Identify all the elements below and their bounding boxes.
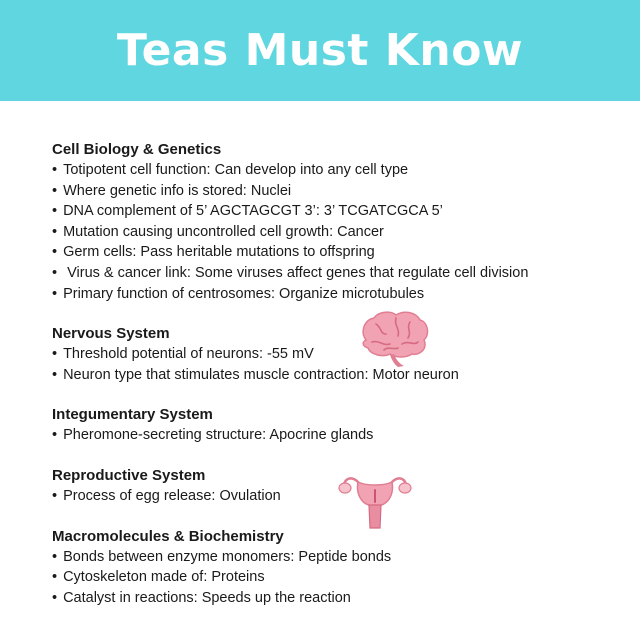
list-item: • Primary function of centrosomes: Organize microtubules: [52, 284, 632, 305]
section-nervous-system: [52, 324, 632, 385]
section-cell-biology: [52, 140, 632, 304]
list-item: • Cytoskeleton made of: Proteins: [52, 567, 632, 588]
list-item: • Bonds between enzyme monomers: Peptide bonds: [52, 547, 632, 568]
list-item: • Where genetic info is stored: Nuclei: [52, 181, 632, 202]
list-item: • Process of egg release: Ovulation: [52, 486, 632, 507]
brain-icon: [356, 310, 432, 368]
list-item: • Neuron type that stimulates muscle contraction: Motor neuron: [52, 365, 632, 386]
section-title: Macromolecules & Biochemistry: [52, 527, 284, 545]
section-title: Nervous System: [52, 325, 170, 343]
list-item: • Virus & cancer link: Some viruses affect genes that regulate cell division: [52, 263, 632, 284]
list-item: • Pheromone-secreting structure: Apocrine glands: [52, 425, 632, 446]
page-title: Teas Must Know: [116, 25, 524, 76]
section-title: Reproductive System: [52, 466, 206, 484]
list-item: • DNA complement of 5’ AGCTAGCGT 3’: 3’ TCGATCGCA 5’: [52, 201, 632, 222]
title-banner: [0, 0, 640, 101]
bullet-list: [52, 160, 632, 304]
list-item: • Totipotent cell function: Can develop into any cell type: [52, 160, 632, 181]
bullet-list: [52, 344, 632, 385]
list-item: • Mutation causing uncontrolled cell growth: Cancer: [52, 222, 632, 243]
content: [52, 140, 632, 608]
list-item: • Germ cells: Pass heritable mutations to offspring: [52, 242, 632, 263]
list-item: • Catalyst in reactions: Speeds up the reaction: [52, 588, 632, 609]
section-macromolecules: [52, 527, 632, 609]
section-title: Integumentary System: [52, 406, 213, 424]
uterus-icon: [336, 466, 414, 530]
list-item: • Threshold potential of neurons: -55 mV: [52, 344, 632, 365]
bullet-list: [52, 425, 632, 446]
section-title: Cell Biology & Genetics: [52, 141, 222, 158]
section-integumentary-system: [52, 405, 632, 446]
bullet-list: [52, 547, 632, 609]
